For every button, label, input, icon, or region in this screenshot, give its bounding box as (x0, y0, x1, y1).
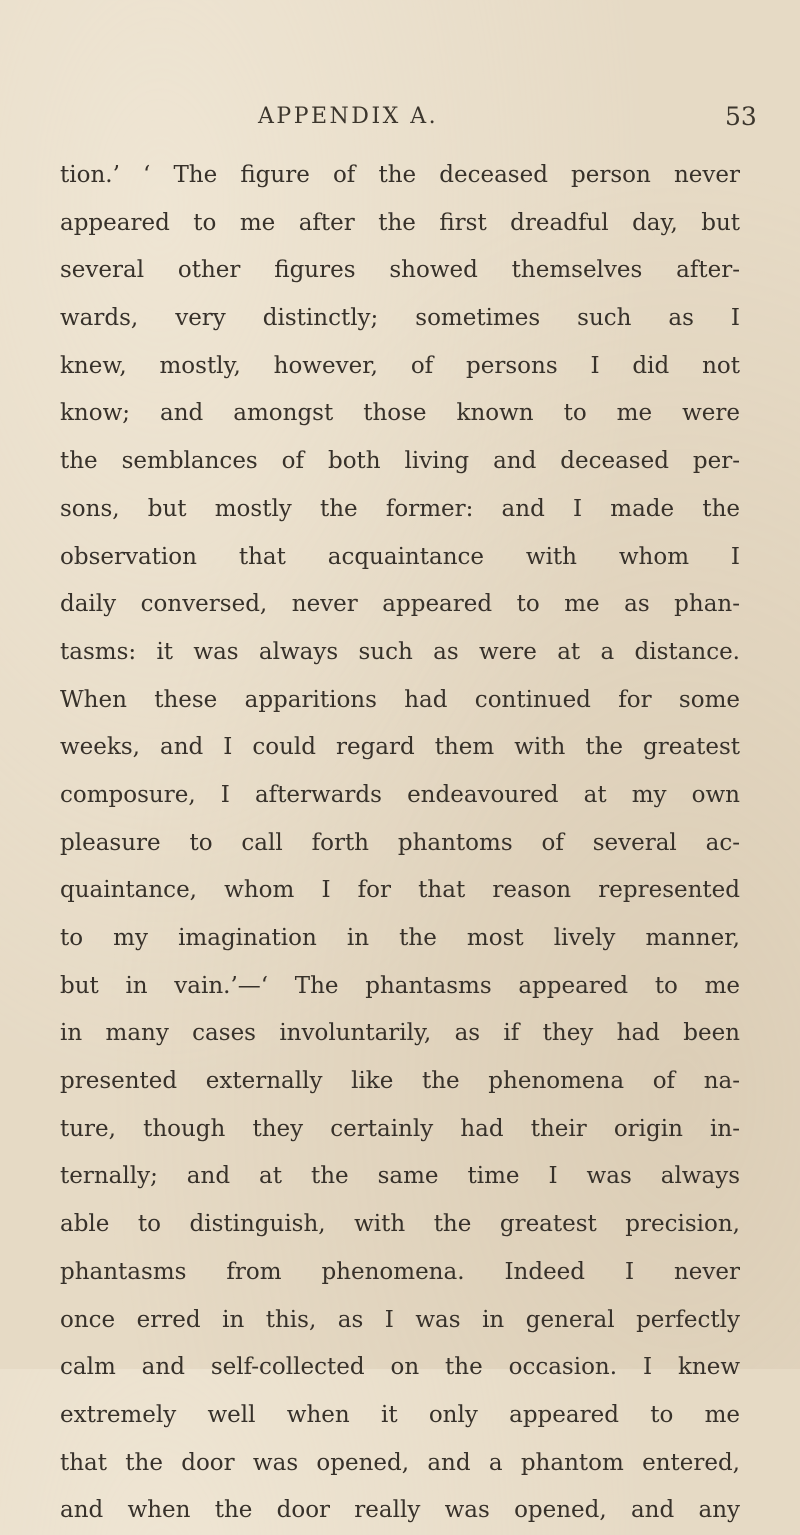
text-line: quaintance, whom I for that reason represented (60, 877, 740, 904)
text-line: When these apparitions had continued for some (60, 686, 740, 713)
text-line: appeared to me after the first dreadful day, but (60, 209, 740, 236)
text-line: presented externally like the phenomena of na- (60, 1068, 740, 1095)
text-line: to my imagination in the most lively manner, (60, 925, 740, 951)
text-line: tion.’ ‘ The figure of the deceased person never (60, 162, 740, 188)
text-line: know; and amongst those known to me were (60, 400, 740, 427)
text-line: sons, but mostly the former: and I made the (60, 495, 740, 522)
text-line: but in vain.’—‘ The phantasms appeared to me (60, 972, 740, 999)
text-line: knew, mostly, however, of persons I did not (60, 352, 740, 379)
text-line: phantasms from phenomena. Indeed I never (60, 1258, 740, 1285)
body-text (60, 152, 740, 1535)
text-line: observation that acquaintance with whom I (60, 543, 740, 570)
text-line: extremely well when it only appeared to me (60, 1401, 740, 1428)
text-line: and when the door really was opened, and any (60, 1497, 740, 1524)
running-title: APPENDIX A. (258, 104, 439, 129)
text-line: that the door was opened, and a phantom entered, (60, 1449, 740, 1476)
text-line: several other figures showed themselves after- (60, 257, 740, 284)
text-line: tasms: it was always such as were at a distance. (60, 638, 740, 665)
text-line: pleasure to call forth phantoms of several ac- (60, 829, 740, 856)
page-number: 53 (725, 102, 757, 131)
text-line: daily conversed, never appeared to me as phan- (60, 591, 740, 618)
text-line: composure, I afterwards endeavoured at my own (60, 781, 740, 808)
text-line: once erred in this, as I was in general perfectly (60, 1306, 740, 1333)
text-line: able to distinguish, with the greatest precision, (60, 1211, 740, 1238)
text-line: ture, though they certainly had their origin in- (60, 1115, 740, 1142)
text-line: wards, very distinctly; sometimes such as I (60, 305, 740, 332)
text-line: in many cases involuntarily, as if they had been (60, 1020, 740, 1047)
text-line: the semblances of both living and deceased per- (60, 448, 740, 475)
text-line: calm and self-collected on the occasion. I knew (60, 1354, 740, 1381)
running-head (0, 100, 800, 140)
text-line: ternally; and at the same time I was always (60, 1163, 740, 1190)
text-line: weeks, and I could regard them with the greatest (60, 734, 740, 761)
